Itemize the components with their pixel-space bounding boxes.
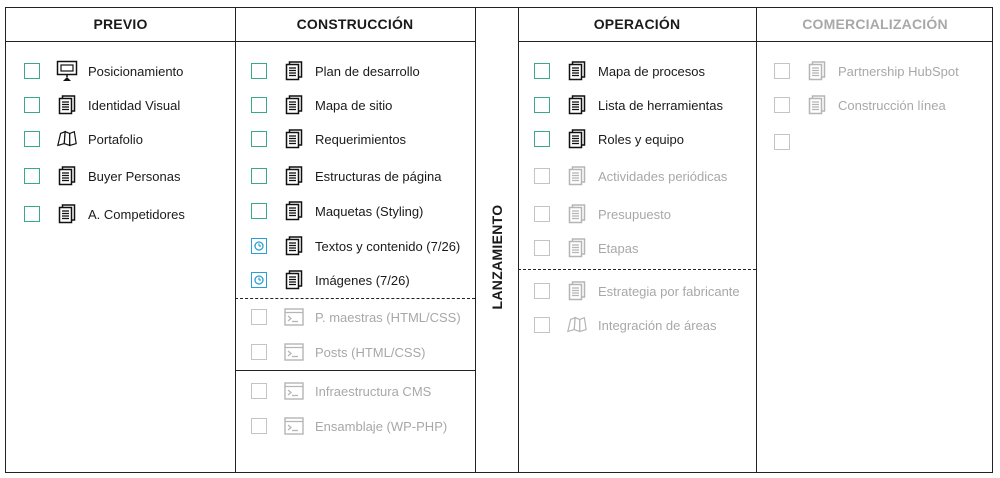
task-label: Identidad Visual [88,97,181,113]
task-checkbox[interactable] [534,206,550,222]
task-checkbox[interactable] [251,418,267,434]
task-checkbox[interactable] [534,97,550,113]
task-label: Lista de herramientas [598,97,724,113]
task-item[interactable] [251,128,406,150]
task-checkbox[interactable] [251,383,267,399]
task-label: Ensamblaje (WP-PHP) [315,418,448,434]
task-item[interactable] [251,235,460,257]
task-checkbox[interactable] [774,97,790,113]
header-divider [518,41,993,42]
document-icon [806,60,828,82]
task-label: Posts (HTML/CSS) [315,344,426,360]
task-item[interactable] [251,60,420,82]
task-item[interactable] [534,60,705,82]
task-checkbox[interactable] [251,309,267,325]
document-icon [566,94,588,116]
task-checkbox[interactable] [534,63,550,79]
task-label: Actividades periódicas [598,168,728,184]
document-icon [806,94,828,116]
task-checkbox[interactable] [24,97,40,113]
document-icon [56,94,78,116]
task-checkbox[interactable] [534,168,550,184]
task-label: Posicionamiento [88,63,184,79]
task-label: P. maestras (HTML/CSS) [315,309,461,325]
task-label: Imágenes (7/26) [315,272,410,288]
task-item[interactable] [774,94,946,116]
task-checkbox[interactable] [24,63,40,79]
column-title-operacion: OPERACIÓN [593,16,681,32]
map-icon [56,128,78,150]
column-title-construccion: CONSTRUCCIÓN [296,16,414,32]
task-checkbox[interactable] [534,317,550,333]
document-icon [283,60,305,82]
task-label: Mapa de procesos [598,63,705,79]
task-item[interactable] [251,306,461,328]
task-item[interactable] [534,280,740,302]
in-progress-checkbox[interactable] [251,272,267,288]
document-icon [283,165,305,187]
task-label: Roles y equipo [598,131,684,147]
column-divider [756,8,757,472]
task-item[interactable] [251,94,392,116]
in-progress-checkbox[interactable] [251,238,267,254]
task-item[interactable] [24,128,143,150]
document-icon [56,203,78,225]
task-item[interactable] [534,203,671,225]
task-item[interactable] [774,131,806,153]
task-label: Partnership HubSpot [838,63,959,79]
task-item[interactable] [24,94,180,116]
task-label: Plan de desarrollo [315,63,420,79]
document-icon [566,280,588,302]
document-icon [283,94,305,116]
task-item[interactable] [534,128,684,150]
task-checkbox[interactable] [251,97,267,113]
document-icon [283,200,305,222]
task-item[interactable] [251,380,431,402]
task-item[interactable] [251,269,410,291]
header-divider [6,41,475,42]
kanban-board [5,7,993,473]
task-checkbox[interactable] [251,63,267,79]
task-checkbox[interactable] [534,240,550,256]
column-divider [518,8,519,472]
task-label: Mapa de sitio [315,97,393,113]
document-icon [566,203,588,225]
document-icon [566,128,588,150]
document-icon [56,165,78,187]
lanzamiento-column [475,41,518,473]
document-icon [566,237,588,259]
task-label: A. Competidores [88,206,185,222]
task-label: Requerimientos [315,131,407,147]
dashed-divider [518,269,756,270]
task-item[interactable] [251,200,423,222]
task-label: Estrategia por fabricante [598,283,740,299]
task-item[interactable] [534,237,638,259]
task-checkbox[interactable] [534,131,550,147]
task-label: Textos y contenido (7/26) [315,238,461,254]
task-label: Maquetas (Styling) [315,203,424,219]
task-checkbox[interactable] [24,206,40,222]
task-item[interactable] [774,60,959,82]
column-title-previo: PREVIO [93,16,148,32]
column-divider [235,8,236,472]
task-checkbox[interactable] [24,168,40,184]
task-checkbox[interactable] [251,203,267,219]
task-label: Etapas [598,240,639,256]
task-item[interactable] [251,415,447,437]
document-icon [283,128,305,150]
column-title-comercializacion: COMERCIALIZACIÓN [802,16,948,32]
task-checkbox[interactable] [251,344,267,360]
dashed-divider [235,298,475,299]
document-icon [566,165,588,187]
task-checkbox[interactable] [251,131,267,147]
task-item[interactable] [24,203,185,225]
task-label: Integración de áreas [598,317,717,333]
map-icon [566,314,588,336]
document-icon [283,269,305,291]
task-item[interactable] [251,341,426,363]
terminal-icon [283,380,305,402]
task-checkbox[interactable] [534,283,550,299]
column-title-lanzamiento: LANZAMIENTO [488,204,505,310]
task-checkbox[interactable] [24,131,40,147]
section-divider [235,370,475,371]
presentation-icon [56,60,78,82]
task-label: Portafolio [88,131,143,147]
task-item[interactable] [534,94,723,116]
task-checkbox[interactable] [251,168,267,184]
task-item[interactable] [24,165,181,187]
terminal-icon [283,341,305,363]
task-label: Infraestructura CMS [315,383,432,399]
terminal-icon [283,415,305,437]
task-checkbox[interactable] [774,134,790,150]
task-item[interactable] [24,60,183,82]
document-icon [283,235,305,257]
task-checkbox[interactable] [774,63,790,79]
task-item[interactable] [534,314,717,336]
task-label: Construcción línea [838,97,946,113]
task-label: Presupuesto [598,206,671,222]
task-label: Estructuras de página [315,168,442,184]
document-icon [566,60,588,82]
task-item[interactable] [251,165,441,187]
terminal-icon [283,306,305,328]
task-label: Buyer Personas [88,168,181,184]
task-item[interactable] [534,165,727,187]
